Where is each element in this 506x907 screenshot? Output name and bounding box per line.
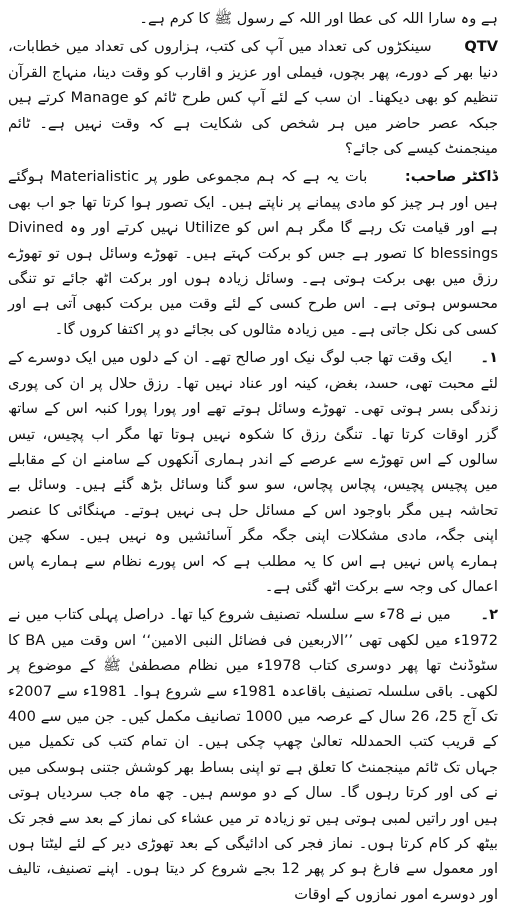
paragraph-intro: [8, 6, 498, 31]
paragraph-point-1: [8, 345, 498, 599]
paragraph-point-2: [8, 602, 498, 907]
paragraph-text: بات یہ ہے کہ ہم مجموعی طور پر Materialistic ہوگئے ہیں اور ہر چیز کو مادی پیمانے پر ناپتے ہیں۔ ایک تصور ہوا کرتا تھا جو اب بھی ہے اور قیامت تک رہے گا مگر ہم اس کو Utilize نہیں کرتے اور وہ Divined blessings کا تصور ہے جس کو برکت کہتے ہیں۔ تھوڑے وسائل ہوں تو تھوڑے رزق میں بھی برکت ہوتی ہے۔ وسائل زیادہ ہوں اور برکت اٹھ جائے تو تنگی محسوس ہوتی ہے۔ اس طرح کسی کے لئے وقت میں برکت کبھی آتی ہے اور کسی کی نکل جاتی ہے۔ میں زیادہ مثالوں کی بجائے دو پر اکتفا کروں گا۔: [8, 168, 498, 338]
paragraph-text: میں نے 78ء سے سلسلہ تصنیف شروع کیا تھا۔ دراصل پہلی کتاب میں نے 1972ء میں لکھی تھی ’’الاربعین فی فضائل النبی الامین‘‘ اس وقت میں BA کا سٹوڈنٹ تھا پھر دوسری کتاب 1978ء میں نظام مصطفیٰ ﷺ کے موضوع پر لکھی۔ باقی سلسلہ تصنیف باقاعدہ 1981ء سے شروع ہوا۔ 1981ء سے 2007ء تک آج 25، 26 سال کے عرصہ میں 1000 تصانیف مکمل کیں۔ جن میں سے 400 کے قریب کتب الحمدللہ تعالیٰ چھپ چکی ہیں۔ ان تمام کتب کی تکمیل میں جہاں تک ٹائم مینجمنٹ کا تعلق ہے تو اپنی بساط بھر کوشش جتنی ہوسکی میں نے کی اور کرتا رہوں گا۔ سال کے دو موسم ہیں۔ چھ ماہ جب سردیاں ہوتی ہیں اور راتیں لمبی ہوتی ہیں تو زیادہ تر میں عشاء کی نماز کے بعد سے فجر تک بیٹھ کر کام کرتا ہوں۔ نماز فجر کی ادائیگی کے بعد تھوڑی دیر کے لئے لیٹتا ہوں اور معمول سے فارغ ہو کر پھر 12 بجے شروع کر دیتا ہوں۔ اپنے تصنیف، تالیف اور دوسرے امور نمازوں کے اوقات: [8, 606, 499, 903]
speaker-label: ڈاکٹر صاحب:: [404, 168, 498, 186]
paragraph-answer: [8, 164, 498, 342]
paragraph-text: سینکڑوں کی تعداد میں آپ کی کتب، ہزاروں کی تعداد میں خطابات، دنیا بھر کے دورے، پھر بچوں، فیملی اور عزیز و اقارب کو وقت دینا، منہاج القرآن تنظیم کو بھی دیکھنا۔ ان سب کے لئے آپ کس طرح ٹائم کو Manage کرتے ہیں جبکہ عصر حاضر میں ہر شخص کی شکایت ہے کہ وقت نہیں ہے۔ ٹائم مینجمنٹ کیسے کی جائے؟: [8, 38, 498, 158]
point-number: ۱۔: [480, 349, 498, 367]
point-number: ۲۔: [480, 606, 498, 624]
speaker-label: QTV: [464, 38, 498, 56]
paragraph-text: ہے وہ سارا اللہ کی عطا اور اللہ کے رسول ﷺ کا کرم ہے۔: [139, 10, 498, 27]
paragraph-text: ایک وقت تھا جب لوگ نیک اور صالح تھے۔ ان کے دلوں میں ایک دوسرے کے لئے محبت تھی، حسد، بغض، کینہ اور عناد نہیں تھا۔ رزق حلال پر ان کی پوری زندگی بسر ہوتی تھی۔ تھوڑے وسائل ہوتے تھے اور پورا پورا کنبہ اس کے ساتھ گزر اوقات کرتا تھا۔ تنگئ رزق کا شکوہ نہیں ہوتا تھا مگر اب پچیس، تیس سالوں کے اس تھوڑے سے عرصے کے اندر ہماری آنکھوں کے سامنے ان کے مقابلے میں پچیس پچیس، پچاس پچاس، سو سو گنا وسائل بڑھ گئے ہیں۔ وسائل بے تحاشہ ہیں مگر باوجود اس کے مسائل حل ہی نہیں ہوتے۔ مہنگائی کا عنصر اپنی جگہ، مادی مشکلات اپنی جگہ مگر آسائشیں وہ نہیں ہیں۔ سکھ چین ہمارے پاس نہیں ہے اس کا یہ مطلب ہے کہ اس پورے نظام سے ہمارے پاس اعمال کی وجہ سے برکت اٹھ گئی ہے۔: [8, 349, 498, 595]
paragraph-question: [8, 34, 498, 161]
